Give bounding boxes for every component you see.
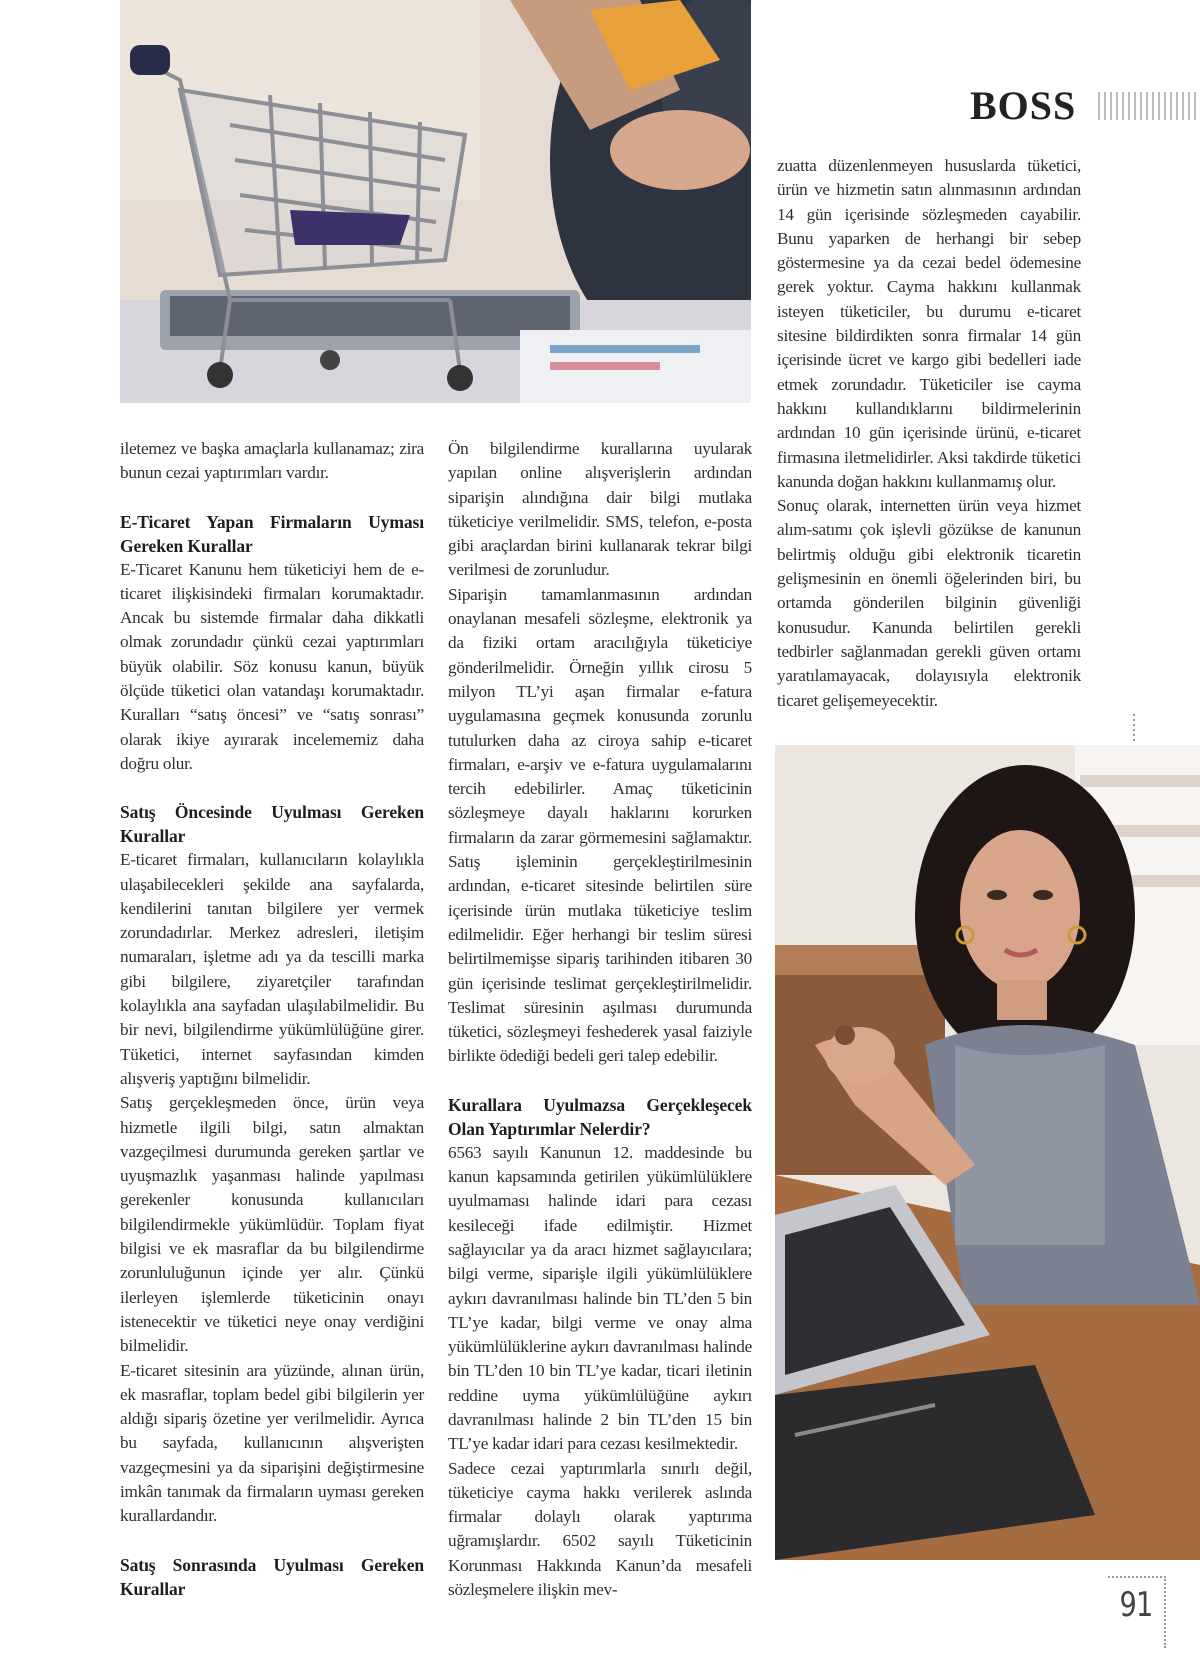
section-heading: Kurallara Uyulmazsa Gerçekleşecek Olan Yaptırımlar Nelerdir? — [448, 1094, 752, 1139]
paragraph: zuatta düzenlenmeyen hususlarda tüketici, ürün ve hizmetin satın alınmasının ardından 14 gün içerisinde sözleşmeden cayabilir. Bunu yaparken de herhangi bir sebep göstermesine ya da cezai bedel ödemesine gerek yoktur. Cayma hakkını kullanmak isteyen tüketiciler, bu durumu e-ticaret sitesine bildirdikten sonra firmalar 14 gün içerisinde ücret ve kargo gibi bedelleri iade etmek zorundadır. Tüketiciler ise cayma hakkını kullandıklarını bildirmelerinin ardından 10 gün içerisinde ürünü, e-ticaret firmasına iletmelidirler. Aksi takdirde tüketici kanunda doğan hakkını kullanmamış olur. — [777, 156, 1081, 491]
paragraph: Satış gerçekleşmeden önce, ürün veya hizmetle ilgili bilgi, satın almaktan vazgeçilmesi durumunda gereken şartlar ve uyuşmazlık yaşanması halinde yapılması gerekenler konusunda kullanıcıları bilgilendirmekle yükümlüdür. Toplam fiyat bilgisi ve ek masraflar da bu bilgilendirme zorunluluğunun içinde yer alır. Çünkü ilerleyen işlemlerde tüketicinin onayı istenecektir ve tüketici neye onay verdiğini bilmelidir. — [120, 1093, 424, 1356]
paragraph: Sadece cezai yaptırımlarla sınırlı değil, tüketiciye cayma hakkı verilerek aslında firmalar dolaylı olarak yaptırıma uğramışlardır. 6502 sayılı Tüketicinin Korunması Hakkında Kanun’da mesafeli sözleşmelere ilişkin mev- — [448, 1458, 752, 1600]
paragraph: E-ticaret sitesinin ara yüzünde, alınan ürün, ek masraflar, toplam bedel gibi bilgilerin yer aldığı sipariş özetine yer verilmelidir. Ayrıca bu sayfada, kullanıcının alışverişten vazgeçmesini ya da siparişini değiştirmesine imkân tanımak da firmaların uyması gereken kurallardandır. — [120, 1360, 424, 1526]
paragraph: iletemez ve başka amaçlarla kullanamaz; zira bunun cezai yaptırımları vardır. — [120, 439, 424, 483]
section-heading: E-Ticaret Yapan Firmaların Uyması Gereken Kurallar — [120, 511, 424, 556]
paragraph: E-Ticaret Kanunu hem tüketiciyi hem de e-ticaret ilişkisindeki firmaları korumaktadır. Ancak bu sistemde firmalar daha dikkatli olmak zorundadır çünkü cezai yaptırımları büyük olabilir. Söz konusu kanun, büyük ölçüde tüketici olan vatandaşı korumaktadır. Kuralları “satış öncesi” ve “satış sonrası” olarak ikiye ayırarak incelememiz daha doğru olur. — [120, 559, 424, 773]
dotted-divider — [1133, 714, 1135, 742]
section-heading: Satış Sonrasında Uyulması Gereken Kurallar — [120, 1554, 424, 1599]
article-column-3 — [777, 154, 1081, 713]
paragraph: 6563 sayılı Kanunun 12. maddesinde bu kanun kapsamında getirilen yükümlülüklere uyulmaması halinde idari para cezası kesileceği ifade edilmiştir. Hizmet sağlayıcılar ya da aracı hizmet sağlayıcılara; bilgi verme, siparişle ilgili yükümlülüklere aykırı davranılması halinde bin TL’den 5 bin TL’ye kadar, bilgi verme ve onay alma yükümlülüklerine aykırı davranılması halinde bin TL’den 10 bin TL’ye kadar, ticari iletinin reddine uyma yükümlülüğüne aykırı davranılması halinde 2 bin TL’den 15 bin TL’ye kadar idari para cezası kesilmektedir. — [448, 1142, 752, 1454]
page-number: 91 — [1119, 1585, 1153, 1625]
paragraph: Ön bilgilendirme kurallarına uyularak yapılan online alışverişlerin ardından siparişin alındığına dair bilgi mutlaka tüketiciye verilmelidir. SMS, telefon, e-posta gibi araçlardan birini kullanarak tekrar bilgi verilmesi de zorunludur. — [448, 439, 752, 580]
paragraph: Siparişin tamamlanmasının ardından onaylanan mesafeli sözleşme, elektronik ya da fiziki ortam aracılığıyla tüketiciye gönderilmelidir. Örneğin yıllık cirosu 5 milyon TL’yi aşan firmalar e-fatura uygulamasına geçmek konusunda zorunlu tutulurken daha az ciroya sahip e-ticaret firmaları, e-arşiv ve e-fatura uygulamalarını tercih edebilirler. Amaç tüketicinin sözleşmeye dayalı haklarını korurken firmaların da zarar görmemesini sağlamaktır. Satış işleminin gerçekleştirilmesinin ardından, e-ticaret sitesinde belirtilen süre içerisinde ürün mutlaka tüketiciye teslim edilmelidir. Eğer herhangi bir teslim süresi belirtilmemişse sipariş tarihinden itibaren 30 gün içerisinde teslimat gerçekleştirilmelidir. Teslimat süresinin aşılması durumunda tüketici, sözleşmeyi feshederek yasal faiziyle birlikte ödediği bedeli geri talep edebilir. — [448, 584, 752, 1066]
magazine-brand-logo: BOSS — [970, 83, 1077, 128]
paragraph: Sonuç olarak, internetten ürün veya hizmet alım-satımı çok işlevli gözükse de kanunun belirtmiş olduğu gibi elektronik ticaretin gelişmesinin en önemli öğelerinden biri, bu ortamda gönderilen bilginin güvenliği konusudur. Kanunda belirtilen gerekli tedbirler sağlanmadan gerekli güven ortamı yaratılamayacak, dolayısıyla elektronik ticaret gelişemeyecektir. — [777, 496, 1081, 710]
article-column-2 — [448, 437, 752, 1602]
paragraph: E-ticaret firmaları, kullanıcıların kolaylıkla ulaşabilecekleri şekilde ana sayfalarda, kendilerini tanıtan bilgilere yer vermek zorundadırlar. Merkez adresleri, iletişim numaraları, işletme adı ya da tescilli marka gibi bilgilere, ziyaretçiler tarafından kolaylıkla ana sayfadan ulaşılabilmelidir. Bu bir nevi, bilgilendirme yükümlülüğüne girer. Tüketici, internet sayfasından kimden alışveriş yaptığını bilmelidir. — [120, 850, 424, 1088]
section-heading: Satış Öncesinde Uyulması Gereken Kurallar — [120, 802, 424, 847]
article-column-1 — [120, 437, 424, 1601]
author-portrait-photo — [775, 745, 1200, 1560]
decorative-stripes — [1098, 92, 1200, 120]
shopping-cart-photo — [120, 0, 751, 403]
